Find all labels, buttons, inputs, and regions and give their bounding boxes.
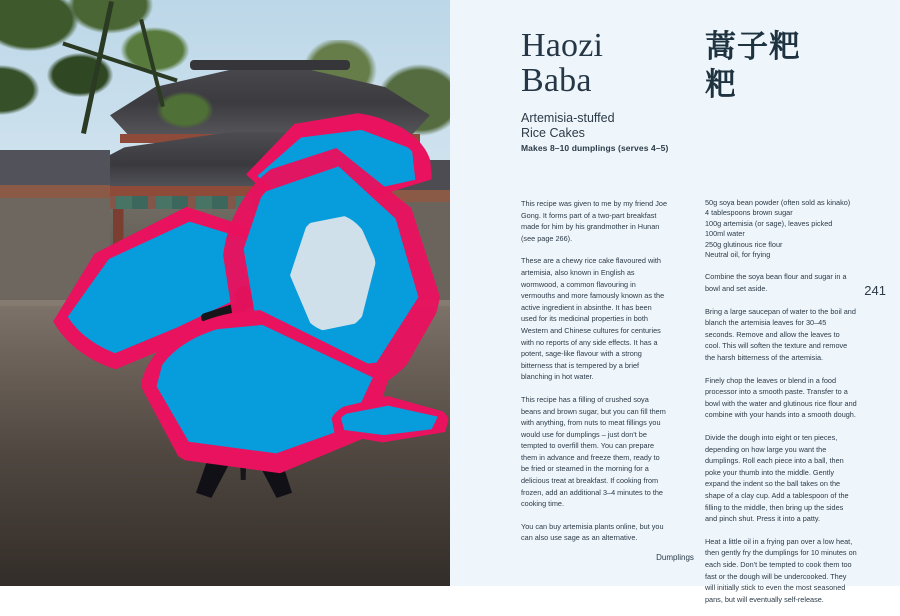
ingredients-list [705, 198, 857, 260]
method-step: Finely chop the leaves or blend in a food processor into a smooth paste. Transfer to a bowl with the water and glutinous rice flour and combine with your hands into a smooth dough. [705, 375, 857, 420]
recipe-title-line1: Haozi [521, 27, 604, 64]
recipe-chinese-title: 蒿子粑粑 [705, 29, 801, 103]
method-step: Divide the dough into eight or ten pieces, depending on how large you want the dumplings. Roll each piece into a ball, then poke your thumb into the middle. Gently expand the indent so the ball takes on the shape of a clay cup. Add a tablespoon of the filling to the middle, then bring up the sides and pinch shut. Press it into a patty. [705, 432, 849, 524]
recipe-subtitle [521, 111, 701, 141]
recipe-subtitle-line2: Rice Cakes [521, 126, 585, 140]
recipe-title-line2: Baba [521, 62, 592, 99]
ingredient-item: Neutral oil, for frying [705, 250, 771, 260]
page-number: 241 [864, 283, 886, 298]
intro-paragraph: This recipe was given to me by my friend Joe Gong. It forms part of a two-part breakfast made for him by his grandmother in Hunan (see page 266). [521, 199, 667, 243]
intro-paragraph: You can buy artemisia plants online, but you can also use sage as an alternative. [521, 521, 664, 543]
method-step: Bring a large saucepan of water to the boil and blanch the artemisia leaves for 30–45 seconds. Remove and allow the leaves to cool. This will soften the texture and remove the harsh bitterness of the artemisia. [705, 306, 856, 362]
ingredient-item: 250g glutinous rice flour [705, 239, 783, 249]
photo-page [0, 0, 450, 586]
ingredient-item: 100ml water [705, 229, 745, 239]
intro-paragraph: These are a chewy rice cake flavoured with artemisia, also known in English as wormwood, a common flavouring in vermouths and more famously known as the active ingredient in absinthe. It has been used for its medicinal properties in both Western and Chinese cultures for centuries with no reports of any side effects. It has a potent, sage-like flavour with a strong bitterness that is tempered by a brief blanching in hot water. [521, 256, 665, 382]
foreground-foliage [0, 0, 220, 190]
recipe-yield: Makes 8–10 dumplings (serves 4–5) [521, 143, 669, 153]
intro-paragraph: This recipe has a filling of crushed soya beans and brown sugar, but you can fill them with anything, from nuts to meat fillings you would use for dumplings – just don't be tempted to overfill them. You can prepare them in advance and freeze them, ready to be fried or steamed in the morning for a delicious treat at breakfast. If cooking from frozen, add an additional 3–4 minutes to the cooking time. [521, 394, 666, 509]
recipe-subtitle-line1: Artemisia-stuffed [521, 111, 615, 125]
ingredient-item: 100g artemisia (or sage), leaves picked [705, 218, 833, 228]
ingredient-item: 50g soya bean powder (often sold as kinako) [705, 198, 851, 207]
recipe-page [450, 0, 900, 604]
recipe-title [521, 28, 691, 98]
method-step: Combine the soya bean flour and sugar in a bowl and set aside. [705, 272, 847, 294]
recipe-intro-column [521, 198, 669, 555]
chapter-footer: Dumplings [656, 553, 694, 562]
method-step: Heat a little oil in a frying pan over a low heat, then gently fry the dumplings for 10 minutes on each side. Don't be tempted to cook them too fast or the dough will be undercooked. They will initially stick to even the most seasoned pans, but will eventually self-release. [705, 536, 857, 604]
ingredient-item: 4 tablespoons brown sugar [705, 208, 793, 218]
